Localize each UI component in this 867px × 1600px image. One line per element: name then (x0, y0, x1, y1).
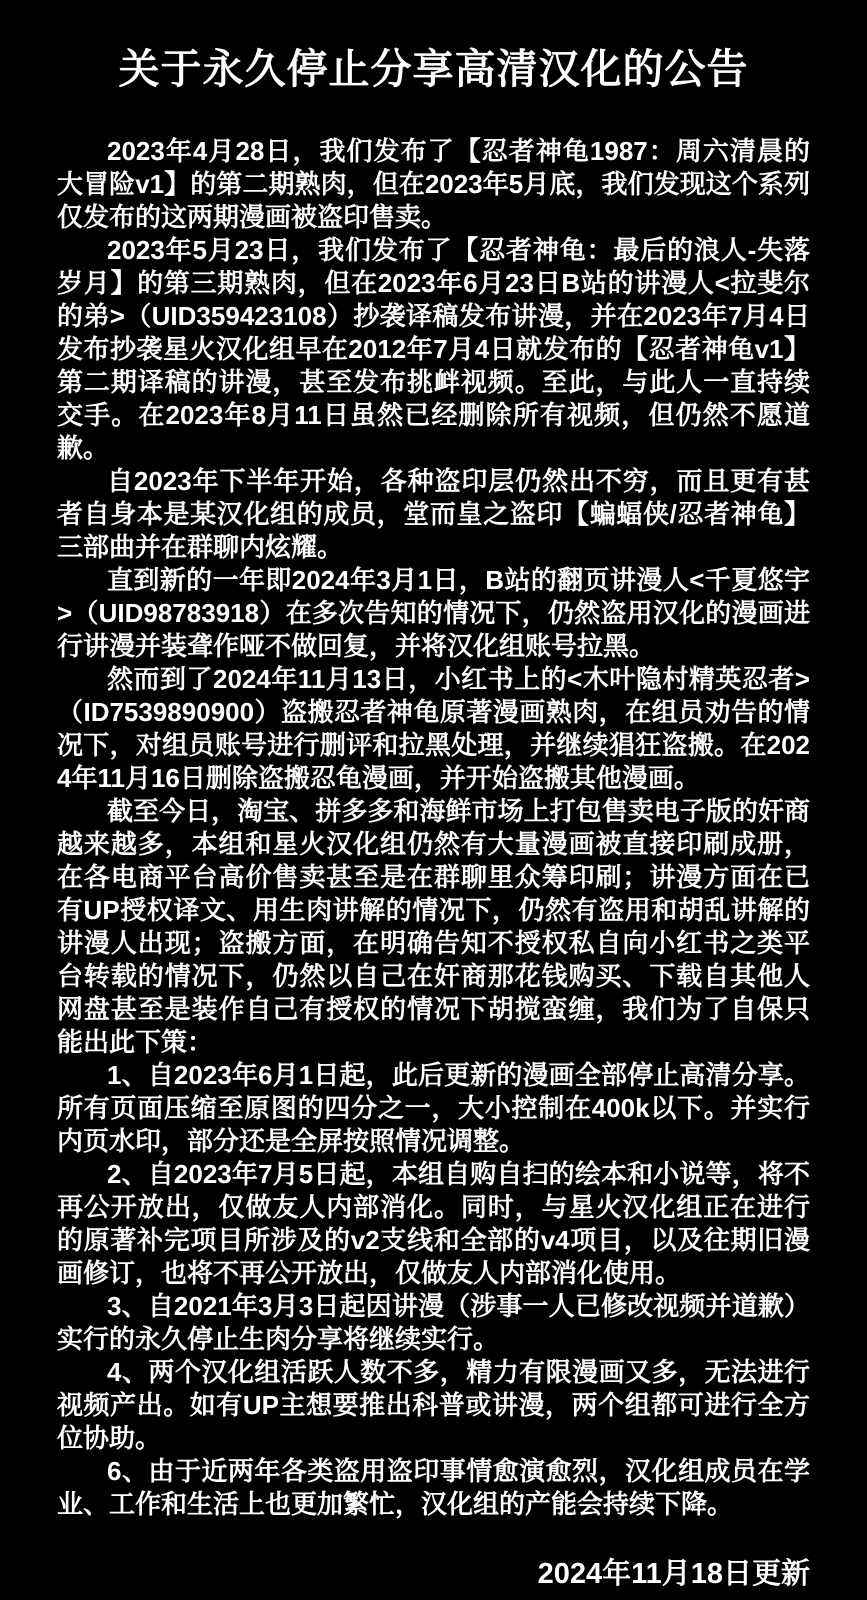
page-title: 关于永久停止分享高清汉化的公告 (118, 46, 749, 92)
policy-item-6: 6、由于近两年各类盗用盗印事情愈演愈烈，汉化组成员在学业、工作和生活上也更加繁忙，汉化组的产能会持续下降。 (57, 1456, 810, 1520)
paragraph-6: 截至今日，淘宝、拼多多和海鲜市场上打包售卖电子版的奸商越来越多，本组和星火汉化组仍然有大量漫画被直接印刷成册，在各电商平台高价售卖甚至是在群聊里众筹印刷；讲漫方面在已有UP授权译文、用生肉讲解的情况下，仍然有盗用和胡乱讲解的讲漫人出现；盗搬方面，在明确告知不授权私自向小红书之类平台转载的情况下，仍然以自己在奸商那花钱购买、下载自其他人网盘甚至是装作自己有授权的情况下胡搅蛮缠，我们为了自保只能出此下策： (57, 796, 810, 1058)
policy-item-2: 2、自2023年7月5日起，本组自购自扫的绘本和小说等，将不再公开放出，仅做友人内部消化。同时，与星火汉化组正在进行的原著补完项目所涉及的v2支线和全部的v4项目，以及往期旧漫画修订，也将不再公开放出，仅做友人内部消化使用。 (57, 1159, 810, 1289)
paragraph-3: 自2023年下半年开始，各种盗印层仍然出不穷，而且更有甚者自身本是某汉化组的成员，堂而皇之盗印【蝙蝠侠/忍者神龟】三部曲并在群聊内炫耀。 (57, 466, 810, 563)
announcement-body (57, 135, 810, 1521)
paragraph-5: 然而到了2024年11月13日，小红书上的<木叶隐村精英忍者>（ID7539890900）盗搬忍者神龟原著漫画熟肉，在组员劝告的情况下，对组员账号进行删评和拉黑处理，并继续猖狂盗搬。在2024年11月16日删除盗搬忍龟漫画，并开始盗搬其他漫画。 (57, 664, 810, 794)
paragraph-2: 2023年5月23日，我们发布了【忍者神龟：最后的浪人-失落岁月】的第三期熟肉，但在2023年6月23日B站的讲漫人<拉斐尔的弟>（UID359423108）抄袭译稿发布讲漫，并在2023年7月4日发布抄袭星火汉化组早在2012年7月4日就发布的【忍者神龟v1】第二期译稿的讲漫，甚至发布挑衅视频。至此，与此人一直持续交手。在2023年8月11日虽然已经删除所有视频，但仍然不愿道歉。 (57, 235, 810, 464)
update-date: 2024年11月18日更新 (537, 1558, 810, 1591)
policy-item-4: 4、两个汉化组活跃人数不多，精力有限漫画又多，无法进行视频产出。如有UP主想要推出科普或讲漫，两个组都可进行全方位协助。 (57, 1357, 810, 1454)
paragraph-1: 2023年4月28日，我们发布了【忍者神龟1987：周六清晨的大冒险v1】的第二期熟肉，但在2023年5月底，我们发现这个系列仅发布的这两期漫画被盗印售卖。 (57, 136, 810, 233)
policy-item-3: 3、自2021年3月3日起因讲漫（涉事一人已修改视频并道歉）实行的永久停止生肉分享将继续实行。 (57, 1291, 810, 1355)
paragraph-4: 直到新的一年即2024年3月1日，B站的翻页讲漫人<千夏悠宇>（UID98783918）在多次告知的情况下，仍然盗用汉化的漫画进行讲漫并装聋作哑不做回复，并将汉化组账号拉黑。 (57, 565, 810, 662)
policy-item-1: 1、自2023年6月1日起，此后更新的漫画全部停止高清分享。所有页面压缩至原图的四分之一，大小控制在400k以下。并实行内页水印，部分还是全屏按照情况调整。 (57, 1060, 810, 1157)
